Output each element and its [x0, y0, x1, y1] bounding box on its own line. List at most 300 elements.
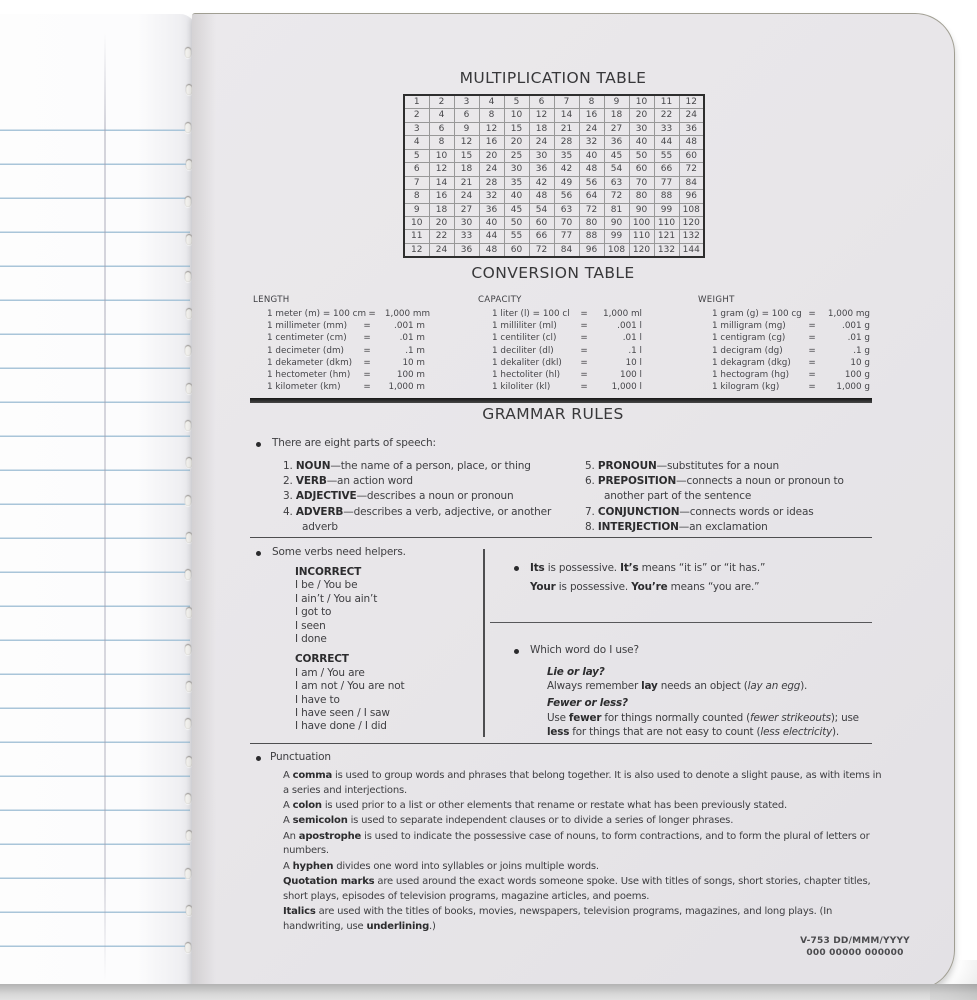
table-cell: 20 — [629, 109, 654, 122]
conversion-eq: = — [363, 345, 371, 356]
helpers-list-item: I am not / You are not — [295, 680, 405, 693]
which-word-intro: Which word do I use? — [530, 644, 639, 656]
table-cell: 30 — [529, 149, 554, 162]
table-cell: 99 — [654, 203, 679, 216]
table-cell: 80 — [629, 190, 654, 203]
table-cell: 144 — [679, 243, 704, 257]
table-cell: 72 — [604, 190, 629, 203]
table-cell: 6 — [454, 109, 479, 122]
part-of-speech-item: 4. ADVERB—describes a verb, adjective, or another adverb — [283, 505, 552, 533]
conversion-name: 1 gram (g) = 100 cg — [712, 309, 802, 319]
table-cell: 16 — [479, 136, 504, 149]
multiplication-table — [403, 94, 705, 258]
table-cell: 81 — [604, 203, 629, 216]
table-cell: 8 — [429, 136, 454, 149]
which-word-answer: less for things that are not easy to count (less electricity). — [547, 726, 840, 739]
ruled-lines — [0, 97, 190, 957]
table-cell: 11 — [654, 95, 679, 109]
table-cell: 24 — [679, 109, 704, 122]
conversion-eq: = — [580, 309, 588, 319]
conversion-row — [478, 381, 642, 393]
conversion-column-weight — [698, 295, 870, 393]
table-cell: 48 — [579, 163, 604, 176]
conversion-name: 1 dekaliter (dkl) — [492, 357, 562, 368]
grammar-rules-title: GRAMMAR RULES — [482, 405, 624, 423]
divider-line — [250, 537, 872, 538]
helpers-list-item: I have to — [295, 693, 340, 706]
table-cell: 63 — [604, 176, 629, 189]
stitch-icon — [185, 346, 191, 356]
table-cell: 50 — [504, 216, 529, 229]
conversion-val: 1,000 ml — [603, 309, 642, 319]
table-cell: 6 — [429, 122, 454, 135]
table-cell: 35 — [504, 176, 529, 189]
conversion-eq: = — [808, 321, 816, 332]
table-cell: 72 — [679, 163, 704, 176]
table-cell: 64 — [579, 190, 604, 203]
conversion-eq: = — [808, 370, 816, 381]
table-cell: 32 — [579, 136, 604, 149]
table-cell: 44 — [479, 230, 504, 243]
conversion-column-header: WEIGHT — [698, 295, 735, 305]
table-cell: 55 — [504, 230, 529, 243]
conversion-eq: = — [580, 333, 588, 344]
table-cell: 108 — [679, 203, 704, 216]
table-cell: 18 — [454, 163, 479, 176]
conversion-val: 100 g — [844, 370, 870, 381]
conversion-val: 1,000 m — [388, 382, 425, 393]
table-row — [404, 122, 704, 135]
conversion-row — [698, 332, 870, 344]
conversion-row — [698, 357, 870, 369]
helpers-list-item: I be / You be — [295, 579, 358, 592]
table-cell: 49 — [554, 176, 579, 189]
table-row — [404, 176, 704, 189]
conversion-val: 10 m — [402, 357, 425, 368]
table-cell: 12 — [454, 136, 479, 149]
table-cell: 66 — [529, 230, 554, 243]
conversion-eq: = — [580, 321, 588, 332]
vertical-divider-line — [483, 549, 485, 737]
table-row — [404, 95, 704, 109]
stitch-icon — [185, 570, 191, 580]
stitch-icon — [185, 421, 191, 431]
conversion-name: 1 centiliter (cl) — [492, 333, 557, 344]
table-row — [404, 136, 704, 149]
stitch-icon — [185, 48, 191, 58]
table-cell: 45 — [504, 203, 529, 216]
table-cell: 60 — [529, 216, 554, 229]
table-cell: 32 — [479, 190, 504, 203]
helpers-list-item: I got to — [295, 606, 332, 619]
table-cell: 36 — [679, 122, 704, 135]
table-cell: 40 — [479, 216, 504, 229]
table-cell: 22 — [429, 230, 454, 243]
table-cell: 48 — [479, 243, 504, 257]
helpers-list-item: I ain’t / You ain’t — [295, 592, 378, 605]
conversion-name: 1 dekagram (dkg) — [712, 357, 791, 368]
conversion-eq: = — [808, 333, 816, 344]
table-cell: 40 — [629, 136, 654, 149]
table-cell: 6 — [404, 163, 429, 176]
bullet-icon — [514, 649, 519, 654]
table-cell: 10 — [504, 109, 529, 122]
table-cell: 12 — [429, 163, 454, 176]
helpers-list-item: I seen — [295, 619, 326, 632]
form-number-line2: 000 00000 000000 — [806, 947, 904, 958]
conversion-val: .01 g — [847, 333, 870, 344]
table-cell: 18 — [429, 203, 454, 216]
table-cell: 90 — [604, 216, 629, 229]
which-word-question: Fewer or less? — [547, 697, 628, 710]
inside-cover-page — [192, 13, 955, 990]
table-cell: 40 — [504, 190, 529, 203]
table-cell: 20 — [479, 149, 504, 162]
conversion-table-title: CONVERSION TABLE — [471, 264, 635, 282]
conversion-name: 1 centimeter (cm) — [267, 333, 347, 344]
table-cell: 30 — [454, 216, 479, 229]
conversion-eq: = — [580, 345, 588, 356]
table-cell: 1 — [404, 95, 429, 109]
conversion-name: 1 liter (l) = 100 cl — [492, 309, 570, 319]
bullet-icon — [256, 551, 261, 556]
stitch-icon — [185, 794, 191, 804]
table-cell: 7 — [404, 176, 429, 189]
table-cell: 16 — [429, 190, 454, 203]
which-word-answer: Use fewer for things normally counted (fewer strikeouts); use — [547, 711, 859, 724]
conversion-eq: = — [363, 321, 371, 332]
conversion-row — [478, 357, 642, 369]
part-of-speech-item: 6. PREPOSITION—connects a noun or pronoun to another part of the sentence — [585, 475, 844, 503]
conversion-name: 1 kilogram (kg) — [712, 382, 780, 393]
conversion-column-header: CAPACITY — [478, 295, 522, 305]
table-row — [404, 230, 704, 243]
table-cell: 110 — [654, 216, 679, 229]
conversion-name: 1 dekameter (dkm) — [267, 357, 353, 368]
conversion-name: 1 milligram (mg) — [712, 321, 786, 332]
stitch-icon — [185, 869, 191, 879]
table-cell: 18 — [529, 122, 554, 135]
table-cell: 24 — [479, 163, 504, 176]
table-cell: 10 — [629, 95, 654, 109]
table-cell: 24 — [454, 190, 479, 203]
conversion-eq: = — [808, 382, 816, 393]
table-cell: 9 — [454, 122, 479, 135]
table-cell: 132 — [679, 230, 704, 243]
form-number-line1: V-753 DD/MMM/YYYY — [800, 936, 910, 946]
table-cell: 60 — [679, 149, 704, 162]
possessives-note — [530, 559, 878, 596]
parts-of-speech-list-right — [585, 459, 877, 535]
table-cell: 50 — [629, 149, 654, 162]
table-cell: 70 — [629, 176, 654, 189]
conversion-row — [253, 345, 425, 357]
table-cell: 36 — [479, 203, 504, 216]
table-cell: 2 — [404, 109, 429, 122]
table-cell: 12 — [529, 109, 554, 122]
conversion-name: 1 meter (m) = 100 cm — [267, 309, 367, 319]
table-cell: 48 — [529, 190, 554, 203]
table-cell: 54 — [604, 163, 629, 176]
table-cell: 120 — [679, 216, 704, 229]
conversion-val: 1,000 mg — [827, 309, 870, 319]
lined-notebook-page — [0, 14, 196, 989]
possessives-line: Its is possessive. It’s means “it is” or “it has.” — [530, 562, 766, 574]
table-cell: 88 — [654, 190, 679, 203]
conversion-row — [478, 369, 642, 381]
conversion-name: 1 kilometer (km) — [267, 382, 341, 393]
punctuation-heading: Punctuation — [270, 751, 331, 763]
bullet-icon — [256, 442, 261, 447]
table-cell: 27 — [604, 122, 629, 135]
which-word-answer: Always remember lay needs an object (lay an egg). — [547, 680, 808, 693]
conversion-name: 1 decigram (dg) — [712, 345, 783, 356]
conversion-val: 1,000 mm — [384, 309, 431, 319]
table-cell: 36 — [529, 163, 554, 176]
verb-helpers-lists — [295, 566, 481, 734]
table-cell: 4 — [429, 109, 454, 122]
table-cell: 20 — [429, 216, 454, 229]
punctuation-paragraph: A colon is used prior to a list or other elements that rename or restate what has been previously stated. — [283, 800, 787, 812]
corner-shadow — [930, 960, 977, 1000]
conversion-row — [478, 320, 642, 332]
table-cell: 88 — [579, 230, 604, 243]
conversion-val: .001 l — [617, 321, 642, 332]
table-cell: 80 — [579, 216, 604, 229]
table-cell: 77 — [554, 230, 579, 243]
conversion-eq: = — [363, 357, 371, 368]
table-cell: 5 — [504, 95, 529, 109]
table-cell: 15 — [454, 149, 479, 162]
punctuation-paragraph: Quotation marks are used around the exact words someone spoke. Use with titles of songs, short stories, chapter titles, short plays, episodes of television programs, magazine articles, and poems. — [283, 876, 871, 902]
conversion-val: .1 g — [853, 345, 870, 356]
conversion-column-length — [253, 295, 431, 393]
table-cell: 55 — [654, 149, 679, 162]
conversion-eq: = — [363, 370, 371, 381]
helpers-list-item: I have seen / I saw — [295, 707, 390, 720]
conversion-row — [478, 345, 642, 357]
table-cell: 15 — [504, 122, 529, 135]
which-word-examples — [547, 662, 889, 740]
table-cell: 66 — [654, 163, 679, 176]
table-cell: 11 — [404, 230, 429, 243]
table-cell: 21 — [454, 176, 479, 189]
table-cell: 4 — [404, 136, 429, 149]
helpers-list-item: I am / You are — [295, 666, 365, 679]
conversion-name: 1 hectogram (hg) — [712, 370, 790, 381]
conversion-eq: = — [808, 309, 816, 319]
conversion-name: 1 kiloliter (kl) — [492, 382, 551, 393]
stitch-icon — [185, 197, 191, 207]
conversion-val: 10 l — [625, 357, 642, 368]
conversion-name: 1 milliliter (ml) — [492, 321, 557, 332]
table-cell: 12 — [479, 122, 504, 135]
table-cell: 10 — [429, 149, 454, 162]
table-cell: 20 — [504, 136, 529, 149]
conversion-val: .001 g — [842, 321, 870, 332]
conversion-val: .01 l — [622, 333, 642, 344]
table-cell: 14 — [429, 176, 454, 189]
table-cell: 84 — [679, 176, 704, 189]
table-cell: 132 — [654, 243, 679, 257]
part-of-speech-item: 2. VERB—an action word — [283, 475, 413, 488]
conversion-val: 1,000 l — [611, 382, 642, 393]
conversion-val: 100 l — [619, 370, 642, 381]
bullet-icon — [256, 756, 261, 761]
conversion-name: 1 millimeter (mm) — [267, 321, 347, 332]
table-cell: 10 — [404, 216, 429, 229]
conversion-eq: = — [580, 370, 588, 381]
table-cell: 25 — [504, 149, 529, 162]
bullet-icon — [514, 566, 519, 571]
table-cell: 120 — [629, 243, 654, 257]
table-cell: 56 — [554, 190, 579, 203]
conversion-eq: = — [580, 357, 588, 368]
conversion-eq: = — [808, 345, 816, 356]
table-cell: 8 — [479, 109, 504, 122]
table-cell: 12 — [679, 95, 704, 109]
conversion-eq: = — [363, 382, 371, 393]
table-cell: 16 — [579, 109, 604, 122]
table-cell: 72 — [579, 203, 604, 216]
table-cell: 8 — [579, 95, 604, 109]
conversion-row — [698, 369, 870, 381]
part-of-speech-item: 1. NOUN—the name of a person, place, or thing — [283, 460, 531, 472]
conversion-row — [253, 320, 425, 332]
stitch-icon — [185, 943, 191, 953]
table-cell: 36 — [604, 136, 629, 149]
conversion-row — [253, 381, 425, 393]
table-cell: 27 — [454, 203, 479, 216]
multiplication-table-body — [404, 95, 704, 257]
table-cell: 21 — [554, 122, 579, 135]
which-word-question: Lie or lay? — [547, 665, 605, 678]
table-cell: 48 — [679, 136, 704, 149]
table-cell: 56 — [579, 176, 604, 189]
divider-line — [250, 743, 872, 744]
table-cell: 84 — [554, 243, 579, 257]
table-cell: 28 — [479, 176, 504, 189]
table-cell: 30 — [629, 122, 654, 135]
conversion-row — [253, 357, 425, 369]
stitch-icon — [185, 272, 191, 282]
table-cell: 7 — [554, 95, 579, 109]
conversion-name: 1 hectometer (hm) — [267, 370, 351, 381]
table-cell: 77 — [654, 176, 679, 189]
table-cell: 2 — [429, 95, 454, 109]
conversion-name: 1 deciliter (dl) — [492, 345, 554, 356]
table-cell: 5 — [404, 149, 429, 162]
table-cell: 121 — [654, 230, 679, 243]
conversion-val: .001 m — [394, 321, 425, 332]
table-cell: 90 — [629, 203, 654, 216]
table-cell: 33 — [654, 122, 679, 135]
part-of-speech-item: 7. CONJUNCTION—connects words or ideas — [585, 505, 814, 518]
table-cell: 99 — [604, 230, 629, 243]
conversion-row — [253, 308, 431, 320]
table-cell: 3 — [454, 95, 479, 109]
conversion-name: 1 hectoliter (hl) — [492, 370, 561, 381]
punctuation-paragraph: A semicolon is used to separate independent clauses or to divide a series of longer phrases. — [283, 815, 734, 827]
table-cell: 96 — [579, 243, 604, 257]
table-cell: 110 — [629, 230, 654, 243]
table-cell: 24 — [529, 136, 554, 149]
stitch-icon — [185, 123, 191, 133]
part-of-speech-item: 8. INTERJECTION—an exclamation — [585, 520, 768, 533]
table-cell: 28 — [554, 136, 579, 149]
punctuation-paragraph: A hyphen divides one word into syllables or joins multiple words. — [283, 860, 599, 872]
table-cell: 24 — [579, 122, 604, 135]
table-cell: 44 — [654, 136, 679, 149]
conversion-row — [478, 308, 642, 320]
punctuation-paragraph: A comma is used to group words and phrases that belong together. It is also used to denote a slight pause, as with items in a series and interjections. — [283, 770, 882, 796]
conversion-row — [698, 381, 870, 393]
conversion-column-header: LENGTH — [253, 295, 290, 305]
stitch-icon — [185, 645, 191, 655]
table-row — [404, 203, 704, 216]
conversion-val: 100 m — [396, 370, 425, 381]
conversion-val: 10 g — [850, 357, 870, 368]
helpers-list-item: I have done / I did — [295, 720, 387, 733]
part-of-speech-item: 5. PRONOUN—substitutes for a noun — [585, 460, 780, 472]
divider-line — [490, 622, 872, 623]
table-cell: 24 — [429, 243, 454, 257]
multiplication-table-title: MULTIPLICATION TABLE — [459, 69, 647, 87]
table-row — [404, 149, 704, 162]
form-number — [767, 936, 943, 959]
conversion-eq: = — [363, 333, 371, 344]
table-row — [404, 190, 704, 203]
table-cell: 70 — [554, 216, 579, 229]
conversion-name: 1 centigram (cg) — [712, 333, 786, 344]
table-cell: 42 — [529, 176, 554, 189]
table-cell: 96 — [679, 190, 704, 203]
conversion-val: 1,000 g — [836, 382, 870, 393]
table-cell: 45 — [604, 149, 629, 162]
stitch-icon — [185, 719, 191, 729]
table-surface-shadow — [0, 984, 977, 1000]
table-cell: 6 — [529, 95, 554, 109]
table-cell: 9 — [404, 203, 429, 216]
table-row — [404, 216, 704, 229]
conversion-row — [478, 332, 642, 344]
part-of-speech-item: 3. ADJECTIVE—describes a noun or pronoun — [283, 490, 514, 503]
conversion-eq: = — [808, 357, 816, 368]
table-row — [404, 243, 704, 257]
possessives-line: Your is possessive. You’re means “you are.” — [530, 580, 760, 593]
table-cell: 54 — [529, 203, 554, 216]
table-cell: 36 — [454, 243, 479, 257]
table-cell: 60 — [504, 243, 529, 257]
punctuation-paragraph: An apostrophe is used to indicate the possessive case of nouns, to form contractions, and to form the plural of letters or numbers. — [283, 830, 870, 857]
table-cell: 63 — [554, 203, 579, 216]
helpers-list-label: CORRECT — [295, 653, 349, 666]
table-cell: 18 — [604, 109, 629, 122]
helpers-list-item: I done — [295, 633, 327, 646]
conversion-eq: = — [368, 309, 376, 319]
table-cell: 22 — [654, 109, 679, 122]
table-cell: 12 — [404, 243, 429, 257]
table-cell: 14 — [554, 109, 579, 122]
table-cell: 40 — [579, 149, 604, 162]
table-cell: 4 — [479, 95, 504, 109]
conversion-name: 1 decimeter (dm) — [267, 345, 344, 356]
conversion-eq: = — [580, 382, 588, 393]
table-cell: 35 — [554, 149, 579, 162]
table-cell: 108 — [604, 243, 629, 257]
parts-of-speech-list-left — [283, 459, 579, 535]
parts-of-speech-intro: There are eight parts of speech: — [272, 437, 436, 449]
